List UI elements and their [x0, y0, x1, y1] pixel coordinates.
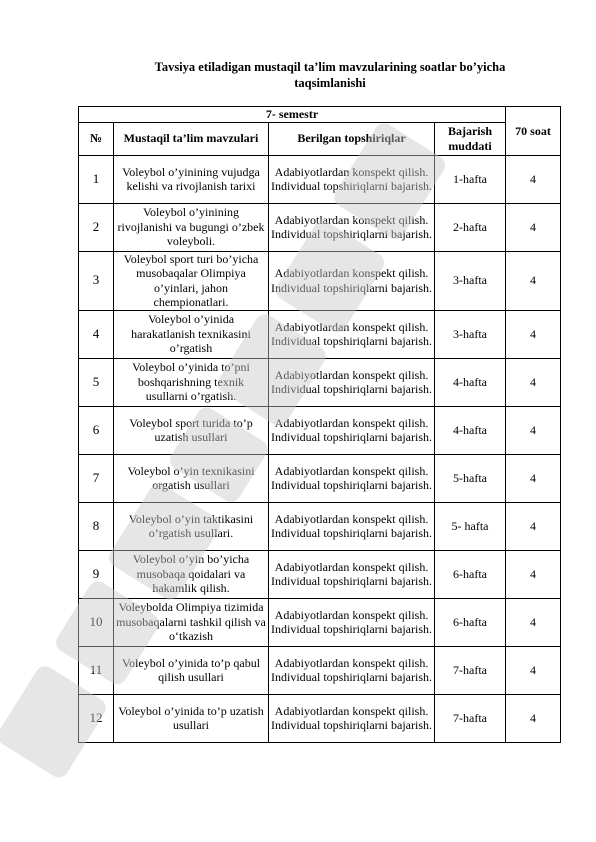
- table-row: [79, 155, 561, 203]
- cell-deadline: 7-hafta: [435, 646, 506, 694]
- topics-table: [78, 106, 561, 743]
- cell-hours: 4: [506, 358, 561, 406]
- table-row: [79, 310, 561, 358]
- cell-hours: 4: [506, 454, 561, 502]
- cell-topic: Voleybol o’yinining vujudga kelishi va rivojlanish tarixi: [114, 155, 269, 203]
- total-hours-header: 70 soat: [506, 107, 561, 156]
- cell-hours: 4: [506, 694, 561, 742]
- table-row: [79, 694, 561, 742]
- semester-header: 7- semestr: [79, 107, 506, 123]
- document-title: [100, 59, 560, 91]
- table-row: [79, 358, 561, 406]
- cell-task: Adabiyotlardan konspekt qilish. Individual topshiriqlarni bajarish.: [269, 598, 435, 646]
- cell-topic: Voleybol o’yinida to’p uzatish usullari: [114, 694, 269, 742]
- cell-task: Adabiyotlardan konspekt qilish. Individual topshiriqlarni bajarish.: [269, 502, 435, 550]
- cell-hours: 4: [506, 251, 561, 310]
- cell-num: 12: [79, 694, 114, 742]
- cell-num: 7: [79, 454, 114, 502]
- cell-num: 2: [79, 203, 114, 251]
- cell-task: Adabiyotlardan konspekt qilish. Individual topshiriqlarni bajarish.: [269, 550, 435, 598]
- cell-task: Adabiyotlardan konspekt qilish. Individual topshiriqlarni bajarish.: [269, 694, 435, 742]
- semester-row: [79, 107, 561, 123]
- cell-deadline: 4-hafta: [435, 358, 506, 406]
- header-deadline: Bajarish muddati: [435, 122, 506, 155]
- cell-deadline: 5- hafta: [435, 502, 506, 550]
- column-header-row: [79, 122, 561, 155]
- cell-hours: 4: [506, 310, 561, 358]
- table-row: [79, 598, 561, 646]
- header-task: Berilgan topshiriqlar: [269, 122, 435, 155]
- cell-topic: Voleybol o’yin taktikasini o’rgatish usullari.: [114, 502, 269, 550]
- header-topic: Mustaqil ta’lim mavzulari: [114, 122, 269, 155]
- cell-deadline: 4-hafta: [435, 406, 506, 454]
- title-line-1: Tavsiya etiladigan mustaqil ta’lim mavzularining soatlar bo’yicha: [154, 60, 506, 74]
- table-row: [79, 406, 561, 454]
- cell-hours: 4: [506, 550, 561, 598]
- cell-num: 1: [79, 155, 114, 203]
- cell-num: 4: [79, 310, 114, 358]
- table-row: [79, 502, 561, 550]
- cell-num: 5: [79, 358, 114, 406]
- cell-topic: Voleybol o’yinida to’p qabul qilish usullari: [114, 646, 269, 694]
- cell-hours: 4: [506, 155, 561, 203]
- cell-deadline: 5-hafta: [435, 454, 506, 502]
- cell-deadline: 3-hafta: [435, 251, 506, 310]
- cell-topic: Voleybol o’yinining rivojlanishi va bugungi o’zbek voleyboli.: [114, 203, 269, 251]
- cell-topic: Voleybolda Olimpiya tizimida musobaqalarni tashkil qilish va o‘tkazish: [114, 598, 269, 646]
- cell-task: Adabiyotlardan konspekt qilish. Individual topshiriqlarni bajarish.: [269, 203, 435, 251]
- cell-deadline: 6-hafta: [435, 598, 506, 646]
- cell-num: 3: [79, 251, 114, 310]
- cell-num: 8: [79, 502, 114, 550]
- table-body: [79, 155, 561, 742]
- header-num: №: [79, 122, 114, 155]
- cell-topic: Voleybol sport turi bo’yicha musobaqalar Olimpiya o’yinlari, jahon chempionatlari.: [114, 251, 269, 310]
- cell-topic: Voleybol o’yin bo’yicha musobaqa qoidalari va hakamlik qilish.: [114, 550, 269, 598]
- table-row: [79, 454, 561, 502]
- table-row: [79, 550, 561, 598]
- cell-hours: 4: [506, 203, 561, 251]
- cell-hours: 4: [506, 502, 561, 550]
- cell-num: 10: [79, 598, 114, 646]
- cell-topic: Voleybol o’yin texnikasini orgatish usullari: [114, 454, 269, 502]
- table-row: [79, 251, 561, 310]
- cell-topic: Voleybol o’yinida harakatlanish texnikasini o’rgatish: [114, 310, 269, 358]
- cell-deadline: 6-hafta: [435, 550, 506, 598]
- cell-task: Adabiyotlardan konspekt qilish. Individual topshiriqlarni bajarish.: [269, 310, 435, 358]
- cell-deadline: 1-hafta: [435, 155, 506, 203]
- cell-topic: Voleybol o’yinida to’pni boshqarishning texnik usullarni o’rgatish.: [114, 358, 269, 406]
- cell-deadline: 3-hafta: [435, 310, 506, 358]
- cell-task: Adabiyotlardan konspekt qilish. Individual topshiriqlarni bajarish.: [269, 251, 435, 310]
- cell-num: 6: [79, 406, 114, 454]
- cell-num: 11: [79, 646, 114, 694]
- cell-hours: 4: [506, 646, 561, 694]
- cell-task: Adabiyotlardan konspekt qilish. Individual topshiriqlarni bajarish.: [269, 358, 435, 406]
- cell-num: 9: [79, 550, 114, 598]
- cell-hours: 4: [506, 406, 561, 454]
- cell-task: Adabiyotlardan konspekt qilish. Individual topshiriqlarni bajarish.: [269, 155, 435, 203]
- cell-task: Adabiyotlardan konspekt qilish. Individual topshiriqlarni bajarish.: [269, 406, 435, 454]
- cell-deadline: 7-hafta: [435, 694, 506, 742]
- title-line-2: taqsimlanishi: [294, 76, 366, 90]
- cell-task: Adabiyotlardan konspekt qilish. Individual topshiriqlarni bajarish.: [269, 646, 435, 694]
- cell-topic: Voleybol sport turida to’p uzatish usullari: [114, 406, 269, 454]
- table-row: [79, 646, 561, 694]
- table-row: [79, 203, 561, 251]
- cell-deadline: 2-hafta: [435, 203, 506, 251]
- cell-task: Adabiyotlardan konspekt qilish. Individual topshiriqlarni bajarish.: [269, 454, 435, 502]
- cell-hours: 4: [506, 598, 561, 646]
